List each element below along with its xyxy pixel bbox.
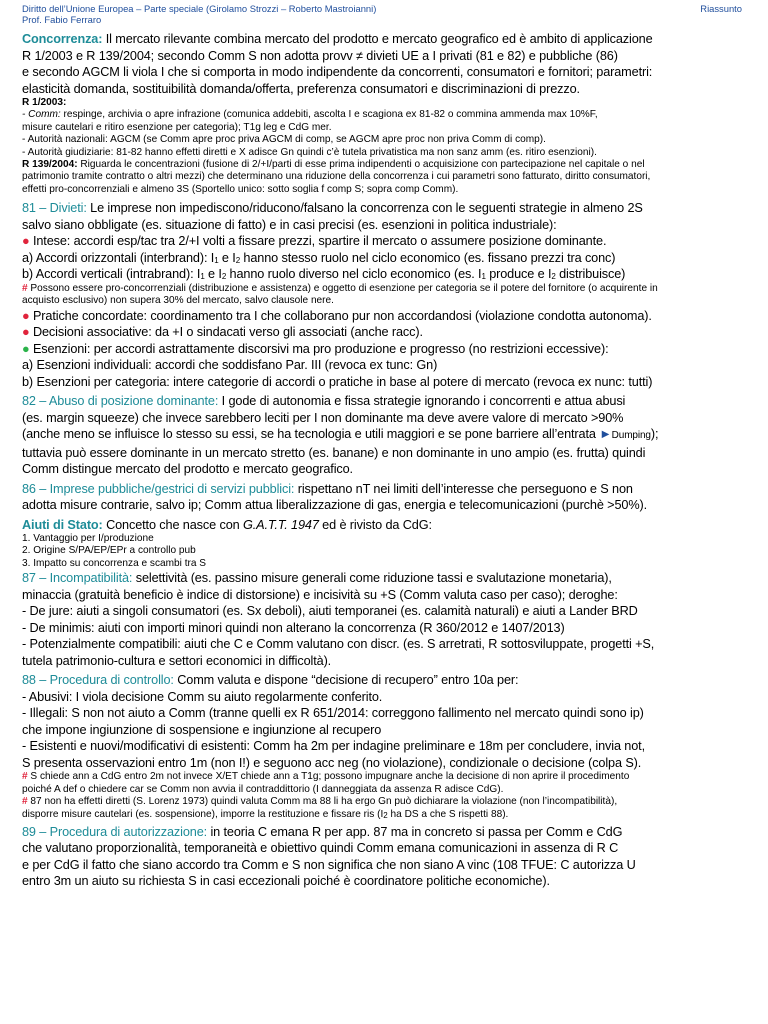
list-item: 2. Origine S/PA/EP/EPr a controllo pub bbox=[22, 545, 196, 557]
red-bullet-icon: ● bbox=[22, 308, 30, 323]
text: Le imprese non impediscono/riducono/falsano la concorrenza con le seguenti strategie in almeno 2S bbox=[86, 201, 643, 216]
paragraph-line: (es. margin squeeze) che invece sarebbero leciti per I non dominante ma deve avere valore di mercato >90% bbox=[22, 410, 624, 425]
paragraph-line: R 1/2003 e R 139/2004; secondo Comm S non adotta provv ≠ divieti UE a I privati (81 e 82) e pubbliche (86) bbox=[22, 48, 618, 63]
text: b) Accordi verticali (intrabrand): I bbox=[22, 267, 201, 282]
subscript: 2 bbox=[221, 272, 227, 282]
list-item bbox=[22, 266, 752, 283]
paragraph-line bbox=[22, 824, 752, 841]
subscript: 1 bbox=[481, 272, 486, 282]
note-line: acquisto esclusivo) non supera 30% del mercato, salvo clausole nere. bbox=[22, 295, 334, 307]
section-abuso bbox=[22, 393, 752, 478]
section-title: 87 – Incompatibilità: bbox=[22, 571, 133, 586]
hash-marker-icon: # bbox=[22, 796, 28, 808]
text: e I bbox=[218, 250, 236, 265]
list-item: - Esistenti e nuovi/modificativi di esistenti: Comm ha 2m per indagine preliminare e 18m per concludere, invia not, bbox=[22, 739, 645, 754]
section-title: 88 – Procedura di controllo: bbox=[22, 673, 174, 688]
section-label: Riassunto bbox=[700, 3, 742, 14]
section-incompatibilita bbox=[22, 570, 752, 669]
subscript: 2 bbox=[383, 810, 388, 820]
paragraph-line: S presenta osservazioni entro 1m (non I!) e seguono acc neg (no violazione), condizionale o decisione (colpa S). bbox=[22, 755, 642, 770]
subheading-r1: R 1/2003: bbox=[22, 97, 67, 108]
text: ed è rivisto da CdG: bbox=[318, 517, 432, 532]
note-line: patrimonio tramite contratto o altri mezzi) che determinano una riduzione della concorrenza i cui parametri sono fatturato, diritto consumatori, bbox=[22, 171, 651, 183]
paragraph-line: che impone ingiunzione di sospensione e ingiunzione al recupero bbox=[22, 722, 382, 737]
text: I gode di autonomia e fissa strategie ignorando i concorrenti e attua abusi bbox=[218, 394, 626, 409]
text: a) Accordi orizzontali (interbrand): I bbox=[22, 250, 215, 265]
list-item bbox=[22, 250, 752, 267]
section-procedura-controllo bbox=[22, 672, 752, 821]
section-aiuti-di-stato bbox=[22, 517, 752, 571]
green-bullet-icon: ● bbox=[22, 341, 30, 356]
professor-name: Prof. Fabio Ferraro bbox=[22, 14, 102, 25]
paragraph-line: tuttavia può essere dominante in un mercato stretto (es. banane) e non dominante in uno ampio (es. frutta) quindi bbox=[22, 445, 646, 460]
text: rispettano nT nei limiti dell’interesse che perseguono e S non bbox=[294, 481, 633, 496]
text: Pratiche concordate: coordinamento tra I che collaborano pur non accordandosi (violazione condotta autonoma). bbox=[29, 308, 652, 323]
subscript: 1 bbox=[200, 272, 205, 282]
list-item bbox=[22, 233, 752, 250]
list-item: - Potenzialmente compatibili: aiuti che C e Comm valutano con discr. (es. S arretrati, R sottosviluppate, progetti +S, bbox=[22, 637, 655, 652]
text: hanno ruolo diverso nel ciclo economico (es. I bbox=[226, 267, 482, 282]
paragraph-line bbox=[22, 426, 752, 445]
text: ); bbox=[650, 427, 659, 442]
paragraph-line bbox=[22, 481, 752, 498]
text: Decisioni associative: da +I o sindacati verso gli associati (anche racc). bbox=[29, 325, 423, 340]
list-item: - De jure: aiuti a singoli consumatori (es. Sx deboli), aiuti temporanei (es. calamità naturali) e aiuti a Lander BRD bbox=[22, 604, 638, 619]
paragraph-line: e secondo AGCM li viola I che si comporta in modo indipendente da concorrenti, consumatori e fornitori; parametri: bbox=[22, 65, 653, 79]
hash-marker-icon: # bbox=[22, 282, 28, 294]
list-item: - Illegali: S non not aiuto a Comm (tranne quelli ex R 651/2014: correggono fallimento nel mercato quindi sono ip) bbox=[22, 706, 644, 721]
note-line: - Autorità nazionali: AGCM (se Comm apre proc priva AGCM di comp, se AGCM apre proc non priva Comm di comp). bbox=[22, 134, 546, 146]
list-item: - De minimis: aiuti con importi minori quindi non alterano la concorrenza (R 360/2012 e 1407/2013) bbox=[22, 620, 565, 635]
list-item: b) Esenzioni per categoria: intere categorie di accordi o pratiche in base al potere di mercato (revoca ex nunc: tutti) bbox=[22, 374, 653, 389]
text: Esenzioni: per accordi astrattamente discorsivi ma pro produzione e progresso (no restrizioni eccessive): bbox=[29, 341, 609, 356]
paragraph-line: salvo siano obbligate (es. situazione di fatto) e in casi precisi (es. esenzioni in politica industriale): bbox=[22, 217, 557, 232]
subscript: 1 bbox=[214, 255, 219, 265]
document-body bbox=[22, 31, 752, 890]
text: produce e I bbox=[485, 267, 552, 282]
text: respinge, archivia o apre infrazione (comunica addebiti, ascolta I e scagiona ex 81-82 o commina ammenda max 10%F, bbox=[60, 109, 598, 121]
course-title: Diritto dell’Unione Europea – Parte speciale (Girolamo Strozzi – Roberto Mastroianni) bbox=[22, 3, 377, 14]
text: Possono essere pro-concorrenziali (distribuzione e assistenza) e oggetto di esenzione per categoria se il potere del fornitore (o acquirente in bbox=[27, 282, 658, 294]
arrow-right-icon: ► bbox=[599, 427, 612, 442]
paragraph-line: che valutano proporzionalità, temporaneità e obiettivo quindi Comm emana comunicazioni in assenza di R C bbox=[22, 841, 619, 856]
text: in teoria C emana R per app. 87 ma in concreto si passa per Comm e CdG bbox=[207, 824, 623, 839]
hash-marker-icon: # bbox=[22, 771, 28, 783]
section-title: 89 – Procedura di autorizzazione: bbox=[22, 824, 208, 839]
note-line: - Autorità giudiziarie: 81-82 hanno effetti diretti e X adisce Gn quindi c’è tutela privatistica ma non sanz amm (es. ritiro esenzioni). bbox=[22, 146, 597, 158]
subscript: 2 bbox=[551, 272, 556, 282]
text: distribuisce) bbox=[555, 267, 626, 282]
text: S chiede ann a CdG entro 2m not invece X/ET chiede ann a T1g; possono impugnare anche la decisione di non aprire il procedimento bbox=[27, 771, 630, 783]
section-title: Aiuti di Stato: bbox=[22, 517, 103, 532]
section-title: 86 – Imprese pubbliche/gestrici di servizi pubblici: bbox=[22, 481, 295, 496]
paragraph-line: minaccia (gratuità beneficio è indice di distorsione) e incisività su +S (Comm valuta caso per caso); deroghe: bbox=[22, 587, 618, 602]
text: (anche meno se influisce lo stesso su essi, se ha tecnologia e utili maggiori e se pone barriere all’entrata bbox=[22, 427, 600, 442]
paragraph-line: adotta misure contrarie, salvo ip; Comm attua liberalizzazione di gas, energia e telecomunicazioni (purchè >50%). bbox=[22, 498, 648, 513]
section-imprese-pubbliche bbox=[22, 481, 752, 514]
paragraph-line bbox=[22, 200, 752, 217]
note-line bbox=[22, 109, 752, 121]
note-line: effetti pro-concorrenziali e almeno 3S (Sportello unico: sotto soglia f comp S; sopra comp Comm). bbox=[22, 183, 459, 195]
text: disporre misure cautelari (es. sospensione), imporre la restituzione e fissare ris (I bbox=[22, 808, 384, 820]
paragraph-line: elasticità domanda, sostituibilità domanda/offerta, preferenza consumatori e discriminazioni di prezzo. bbox=[22, 81, 580, 96]
section-title: 82 – Abuso di posizione dominante: bbox=[22, 394, 219, 409]
paragraph-line: tutela patrimonio-cultura e settori economici in difficoltà). bbox=[22, 653, 332, 668]
section-title: 81 – Divieti: bbox=[22, 201, 87, 216]
note-line: misure cautelari e ritiro esenzione per categoria); T1g leg e CdG mer. bbox=[22, 121, 332, 133]
paragraph-line bbox=[22, 517, 752, 534]
cross-reference-link[interactable]: Dumping bbox=[611, 430, 651, 442]
note-line bbox=[22, 771, 752, 783]
note-line: poiché A def o chiedere car se Comm non avvia il contraddittorio (I danneggiata da assenza R adisce CdG). bbox=[22, 783, 504, 795]
paragraph-line: entro 3m un aiuto su richiesta S in casi eccezionali poiché è coordinatore politiche economiche). bbox=[22, 874, 550, 889]
text: Il mercato rilevante combina mercato del prodotto e mercato geografico ed è ambito di applicazione bbox=[102, 32, 653, 46]
list-item: - Abusivi: I viola decisione Comm su aiuto regolarmente conferito. bbox=[22, 689, 383, 704]
paragraph-line bbox=[22, 393, 752, 410]
red-bullet-icon: ● bbox=[22, 325, 30, 340]
note-line bbox=[22, 809, 752, 821]
section-procedura-autorizzazione bbox=[22, 824, 752, 890]
text: e I bbox=[204, 267, 222, 282]
list-item bbox=[22, 324, 752, 341]
running-header bbox=[22, 3, 376, 25]
subheading-r139: R 139/2004: bbox=[22, 159, 78, 171]
list-item: 1. Vantaggio per I/produzione bbox=[22, 533, 154, 545]
section-divieti bbox=[22, 200, 752, 390]
note-line bbox=[22, 283, 752, 295]
text: Concetto che nasce con bbox=[102, 517, 243, 532]
section-concorrenza bbox=[22, 31, 752, 196]
label: - Comm: bbox=[22, 109, 61, 121]
paragraph-line: Comm distingue mercato del prodotto e mercato geografico. bbox=[22, 462, 353, 477]
section-title: Concorrenza: bbox=[22, 32, 103, 46]
subscript: 2 bbox=[235, 255, 241, 265]
text: selettività (es. passino misure generali come riduzione tassi e svalutazione monetaria), bbox=[132, 571, 612, 586]
text: G.A.T.T. 1947 bbox=[242, 517, 319, 532]
text: Riguarda le concentrazioni (fusione di 2/+I/parti di esse prima indipendenti o acquisizione con partecipazione nel capitale o nel bbox=[77, 159, 645, 171]
paragraph-line bbox=[22, 31, 752, 48]
paragraph-line: e per CdG il fatto che siano accordo tra Comm e S non significa che non siano A vinc (108 TFUE: C autorizza U bbox=[22, 857, 636, 872]
list-item bbox=[22, 341, 752, 358]
text: ha DS a che S rispetti 88). bbox=[387, 808, 509, 820]
paragraph-line bbox=[22, 570, 752, 587]
text: 87 non ha effetti diretti (S. Lorenz 1973) quindi valuta Comm ma 88 li ha ergo Gn può dichiarare la violazione (non l’incompatibilità), bbox=[27, 796, 618, 808]
text: hanno stesso ruolo nel ciclo economico (es. fissano prezzi tra conc) bbox=[240, 250, 616, 265]
list-item bbox=[22, 308, 752, 325]
text: Comm valuta e dispone “decisione di recupero” entro 10a per: bbox=[173, 673, 519, 688]
list-item: 3. Impatto su concorrenza e scambi tra S bbox=[22, 557, 207, 569]
paragraph-line bbox=[22, 672, 752, 689]
text: Intese: accordi esp/tac tra 2/+I volti a fissare prezzi, spartire il mercato o assumere posizione dominante. bbox=[29, 234, 607, 249]
note-line bbox=[22, 159, 752, 171]
red-bullet-icon: ● bbox=[22, 234, 30, 249]
list-item: a) Esenzioni individuali: accordi che soddisfano Par. III (revoca ex tunc: Gn) bbox=[22, 358, 438, 373]
note-line bbox=[22, 796, 752, 808]
